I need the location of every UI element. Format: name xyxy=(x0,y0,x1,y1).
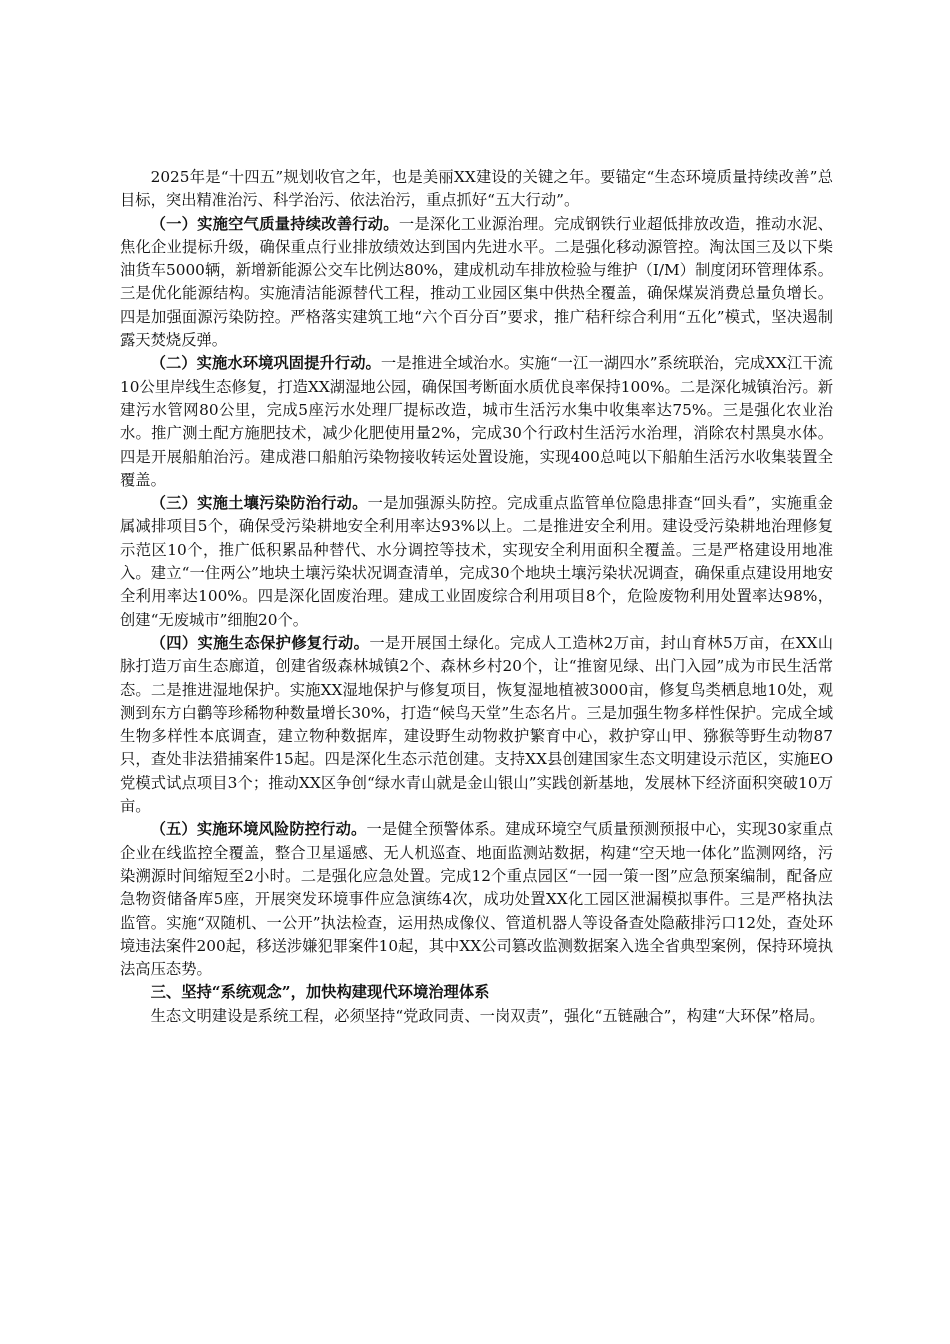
action-paragraph-ecology xyxy=(120,632,833,818)
action-body-ecology: 一是开展国土绿化。完成人工造林2万亩，封山育林5万亩，在XX山脉打造万亩生态廊道，创建省级森林城镇2个、森林乡村20个，让“推窗见绿、出门入园”成为市民生活常态。二是推进湿地保护。实施XX湿地保护与修复项目，恢复湿地植被3000亩，修复鸟类栖息地10处，观测到东方白鹳等珍稀物种数量增长30%，打造“候鸟天堂”生态名片。三是加强生物多样性保护。完成全域生物多样性本底调查，建立物种数据库，建设野生动物救护繁育中心，救护穿山甲、猕猴等野生动物87只，查处非法猎捕案件15起。四是深化生态示范创建。支持XX县创建国家生态文明建设示范区，实施EO党模式试点项目3个；推动XX区争创“绿水青山就是金山银山”实践创新基地，发展林下经济面积突破10万亩。 xyxy=(120,633,833,816)
action-paragraph-water xyxy=(120,352,833,492)
section-heading: 三、坚持“系统观念”，加快构建现代环境治理体系 xyxy=(150,983,490,1002)
section-body-paragraph: 生态文明建设是系统工程，必须坚持“党政同责、一岗双责”，强化“五链融合”，构建“大环保”格局。 xyxy=(150,1006,825,1025)
action-paragraph-air xyxy=(120,213,833,353)
action-paragraph-soil xyxy=(120,492,833,632)
action-title-water: （二）实施水环境巩固提升行动。 xyxy=(150,354,381,373)
action-paragraph-risk xyxy=(120,818,833,981)
action-title-risk: （五）实施环境风险防控行动。 xyxy=(150,820,367,839)
action-title-air: （一）实施空气质量持续改善行动。 xyxy=(150,214,399,233)
action-title-soil: （三）实施土壤污染防治行动。 xyxy=(150,494,368,513)
action-body-risk: 一是健全预警体系。建成环境空气质量预测预报中心，实现30家重点企业在线监控全覆盖，整合卫星遥感、无人机巡查、地面监测站数据，构建“空天地一体化”监测网络，污染溯源时间缩短至2小时。二是强化应急处置。完成12个重点园区“一园一策一图”应急预案编制，配备应急物资储备库5座，开展突发环境事件应急演练4次，成功处置XX化工园区泄漏模拟事件。三是严格执法监管。实施“双随机、一公开”执法检查，运用热成像仪、管道机器人等设备查处隐蔽排污口12处，查处环境违法案件200起，移送涉嫌犯罪案件10起，其中XX公司篡改监测数据案入选全省典型案例，保持环境执法高压态势。 xyxy=(120,820,833,979)
action-body-soil: 一是加强源头防控。完成重点监管单位隐患排查“回头看”，实施重金属减排项目5个，确保受污染耕地安全利用率达93%以上。二是推进安全利用。建设受污染耕地治理修复示范区10个，推广低积累品种替代、水分调控等技术，实现安全利用面积全覆盖。三是严格建设用地准入。建立“一住两公”地块土壤污染状况调查清单，完成30个地块土壤污染状况调查，确保重点建设用地安全利用率达100%。四是深化固废治理。建成工业固废综合利用项目8个，危险废物利用处置率达98%，创建“无废城市”细胞20个。 xyxy=(120,494,833,629)
document-page xyxy=(120,166,833,1028)
action-title-ecology: （四）实施生态保护修复行动。 xyxy=(150,633,370,652)
action-body-water: 一是推进全域治水。实施“一江一湖四水”系统联治，完成XX江干流10公里岸线生态修复，打造XX湖湿地公园，确保国考断面水质优良率保持100%。二是深化城镇治污。新建污水管网80公里，完成5座污水处理厂提标改造，城市生活污水集中收集率达75%。三是强化农业治水。推广测土配方施肥技术，减少化肥使用量2%，完成30个行政村生活污水治理，消除农村黑臭水体。四是开展船舶治污。建成港口船舶污染物接收转运处置设施，实现400总吨以下船舶生活污水收集装置全覆盖。 xyxy=(120,354,833,489)
intro-paragraph: 2025年是“十四五”规划收官之年，也是美丽XX建设的关键之年。要锚定“生态环境质量持续改善”总目标，突出精准治污、科学治污、依法治污，重点抓好“五大行动”。 xyxy=(120,168,833,210)
action-body-air: 一是深化工业源治理。完成钢铁行业超低排放改造，推动水泥、焦化企业提标升级，确保重点行业排放绩效达到国内先进水平。二是强化移动源管控。淘汰国三及以下柴油货车5000辆，新增新能源公交车比例达80%，建成机动车排放检验与维护（I/M）制度闭环管理体系。三是优化能源结构。实施清洁能源替代工程，推动工业园区集中供热全覆盖，确保煤炭消费总量负增长。四是加强面源污染防控。严格落实建筑工地“六个百分百”要求，推广秸秆综合利用“五化”模式，坚决遏制露天焚烧反弹。 xyxy=(120,214,833,350)
